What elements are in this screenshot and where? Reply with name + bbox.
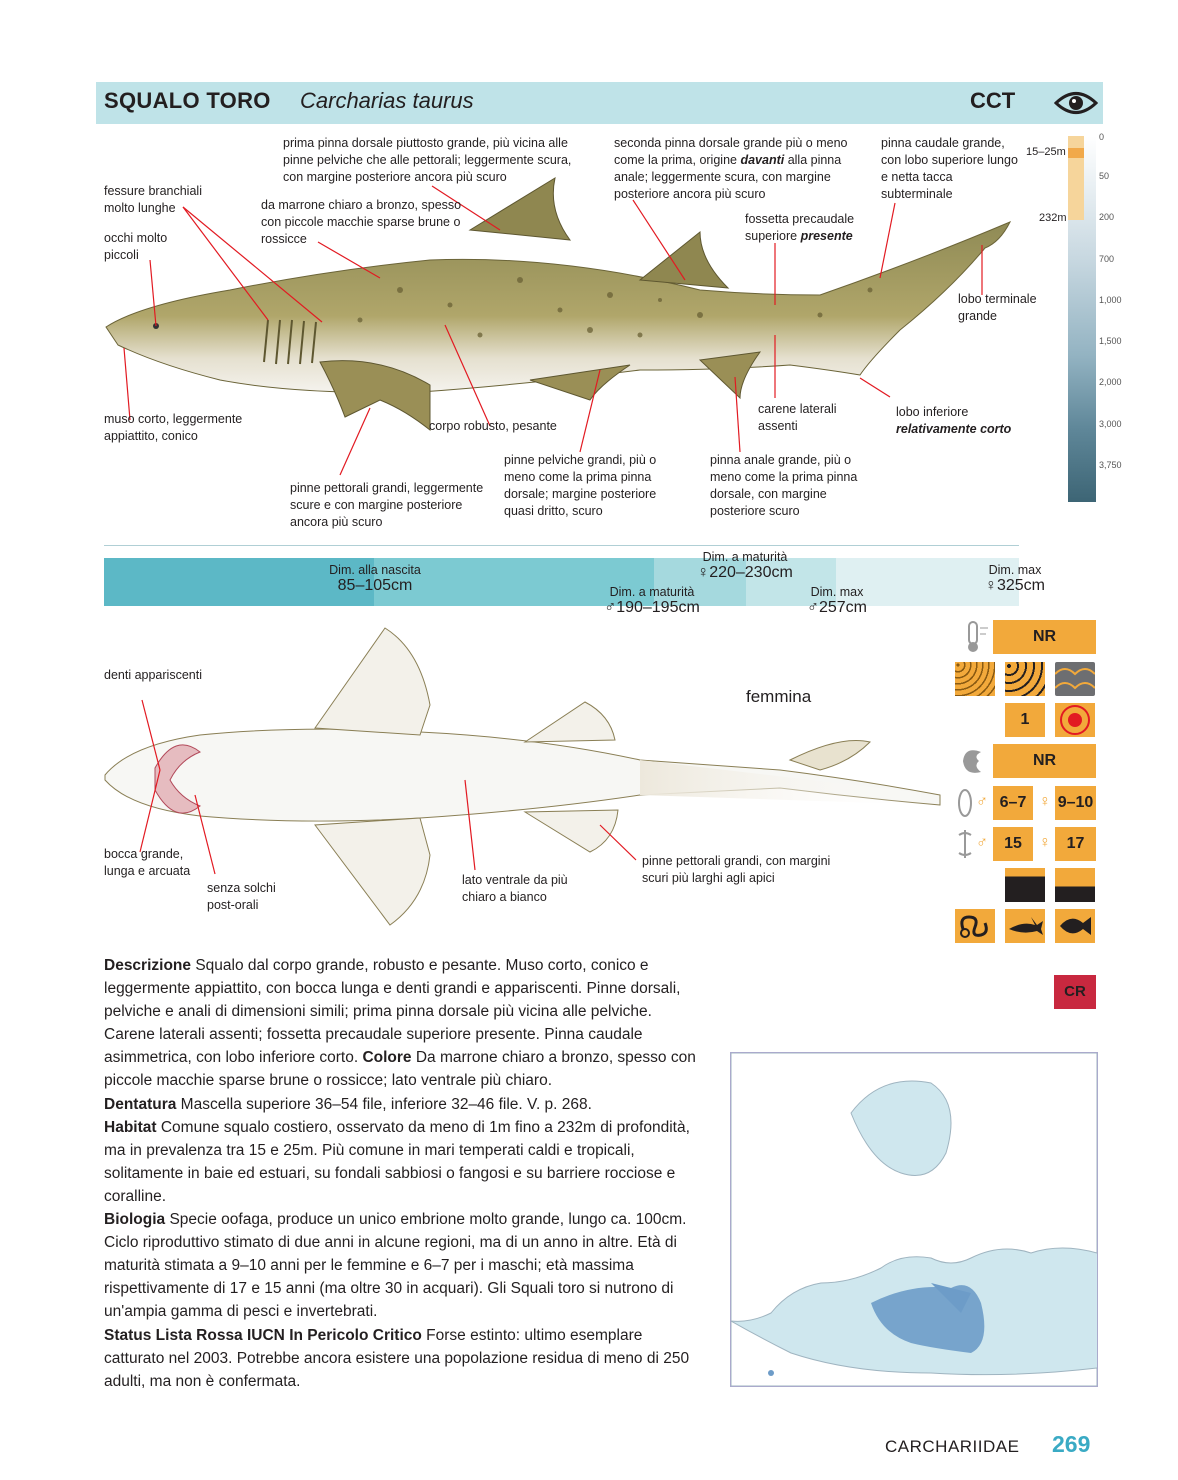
label-eyes: occhi molto piccoli <box>104 231 168 262</box>
species-header <box>96 82 1103 124</box>
scientific-name: Carcharias taurus <box>300 88 474 113</box>
size-axis-line <box>104 545 1019 546</box>
iucn-status-badge: CR <box>1054 975 1096 1009</box>
size-birth: Dim. alla nascita 85–105cm <box>329 563 421 594</box>
rock-habitat-icon <box>1055 662 1095 696</box>
depth-common-label: 15–25m <box>1026 146 1066 158</box>
label-terminal-lobe: lobo terminale grande <box>958 292 1037 323</box>
size-male-maturity: Dim. a maturità ♂190–195cm <box>604 585 700 616</box>
size-female-max: Dim. max ♀325cm <box>984 563 1046 594</box>
gestation-box: NR <box>993 744 1096 778</box>
maturity-icon <box>955 786 975 820</box>
gravel-habitat-icon <box>1005 662 1045 696</box>
depth-tick: 700 <box>1099 254 1115 264</box>
label-body: corpo robusto, pesante <box>429 419 557 433</box>
sand-habitat-icon <box>955 662 995 696</box>
label-ventral-pectoral: pinne pettorali grandi, con margini scuri più larghi agli apici <box>642 854 831 885</box>
depth-tick: 3,000 <box>1099 419 1122 429</box>
label-teeth: denti appariscenti <box>104 668 202 682</box>
depth-tick: 50 <box>1099 171 1110 181</box>
bottom-dwelling-icon <box>1055 868 1095 902</box>
maturity-female-box: 9–10 <box>1055 786 1096 820</box>
label-furrows: senza solchi post-orali <box>207 881 276 912</box>
lifespan-icon <box>955 827 975 861</box>
depth-tick: 1,000 <box>1099 295 1122 305</box>
shark-diet-icon <box>1005 909 1045 943</box>
lifespan-male-box: 15 <box>993 827 1033 861</box>
label-snout: muso corto, leggermente appiattito, conico <box>104 412 243 443</box>
label-second-dorsal: seconda pinna dorsale grande più o meno come la prima, origine davanti alla pinna anale; leggermente scura, con margine posteriore ancora più scuro <box>614 136 848 201</box>
depth-tick: 1,500 <box>1099 336 1122 346</box>
label-pelvic-fins: pinne pelviche grandi, più o meno come la prima pinna dorsale; margine posteriore quasi dritto, scuro <box>504 453 657 518</box>
label-anal-fin: pinna anale grande, più o meno come la prima pinna dorsale, con margine posteriore scuro <box>710 453 858 518</box>
fish-diet-icon <box>1055 909 1095 943</box>
male-symbol: ♂ <box>976 793 988 810</box>
common-name: SQUALO TORO <box>104 88 271 113</box>
label-caudal-fin: pinna caudale grande, con lobo superiore lungo e netta tacca subterminale <box>881 136 1018 201</box>
eye-icon <box>1054 86 1098 125</box>
size-female-maturity: Dim. a maturità ♀220–230cm <box>697 550 793 581</box>
female-symbol: ♀ <box>1039 834 1051 851</box>
label-keels: carene laterali assenti <box>758 402 837 433</box>
label-mouth: bocca grande, lunga e arcuata <box>104 847 191 878</box>
label-sex: femmina <box>746 687 812 706</box>
embryo-icon <box>1055 703 1095 737</box>
embryo-gestation-icon <box>955 744 995 778</box>
footer-family: CARCHARIIDAE <box>885 1437 1020 1456</box>
species-code: CCT <box>970 88 1016 113</box>
label-color: da marrone chiaro a bronzo, spesso con piccole macchie sparse brune o rossicce <box>261 198 462 246</box>
male-symbol: ♂ <box>976 834 988 851</box>
depth-common-band <box>1068 148 1084 158</box>
depth-tick: 2,000 <box>1099 377 1122 387</box>
label-first-dorsal: prima pinna dorsale piuttosto grande, più vicina alle pinne pelviche che alle pettorali; leggermente scura, con margine posteriore ancora più scuro <box>283 136 572 184</box>
label-lower-lobe: lobo inferiore relativamente corto <box>896 405 1012 436</box>
label-ventral-side: lato ventrale da più chiaro a bianco <box>462 873 568 904</box>
description-text: Descrizione Squalo dal corpo grande, robusto e pesante. Muso corto, conico e leggermente appiattito, con bocca lunga e denti grandi e appariscenti. Pinne dorsali, pelviche e anali di dimensioni simili; prima pinna dorsale più vicina alle pelviche. Carene laterali assenti; fossetta precaudale superiore presente. Pinna caudale asimmetrica, con lobo inferiore corto. Colore Da marrone chiaro a bronzo, spesso con piccole macchie sparse brune o rossicce; lato ventrale più chiaro. Dentatura Mascella superiore 36–54 file, inferiore 32–46 file. V. p. 268. Habitat Comune squalo costiero, osservato da meno di 1m fino a 232m di profondità, ma in prevalenza tra 15 e 25m. Più comune in mari temperati caldi e tropicali, solitamente in baie ed estuari, su fondali sabbiosi o fangosi e su barriere rocciose e coralline. Biologia Specie oofaga, produce un unico embrione molto grande, lungo ca. 100cm. Ciclo riproduttivo stimato di due anni in alcune regioni, ma di un anno in altre. Età di maturità stimata a 9–10 anni per le femmine e 6–7 per i maschi; età massima rispettivamente di 17 e 15 anni (ma oltre 30 in acquari). Gli Squali toro si nutrono di un'ampia gamma di pesci e invertebrati. Status Lista Rossa IUCN In Pericolo Critico Forse estinto: ultimo esemplare catturato nel 2003. Potrebbe ancora esistere una popolazione residua di meno di 250 adulti, ma non è confermata. <box>104 957 696 1390</box>
temperature-box: NR <box>993 620 1096 654</box>
pups-box: 1 <box>1005 703 1045 737</box>
lifespan-female-box: 17 <box>1055 827 1096 861</box>
water-column-icon <box>1005 868 1045 902</box>
size-male-max: Dim. max ♂257cm <box>806 585 868 616</box>
label-pectoral-fins: pinne pettorali grandi, leggermente scure e con margine posteriore ancora più scuro <box>290 481 484 529</box>
label-precaudal-pit: fossetta precaudale superiore presente <box>745 212 855 243</box>
depth-tick: 0 <box>1099 132 1105 142</box>
page-number: 269 <box>1052 1431 1091 1457</box>
thermometer-icon <box>955 620 995 654</box>
depth-tick: 3,750 <box>1099 460 1122 470</box>
female-symbol: ♀ <box>1039 793 1051 810</box>
distribution-map <box>730 1052 1098 1387</box>
maturity-male-box: 6–7 <box>993 786 1033 820</box>
label-gills: fessure branchiali molto lunghe <box>104 184 202 215</box>
invertebrate-diet-icon <box>955 909 995 943</box>
depth-max-label: 232m <box>1039 212 1067 224</box>
depth-tick: 200 <box>1099 212 1115 222</box>
